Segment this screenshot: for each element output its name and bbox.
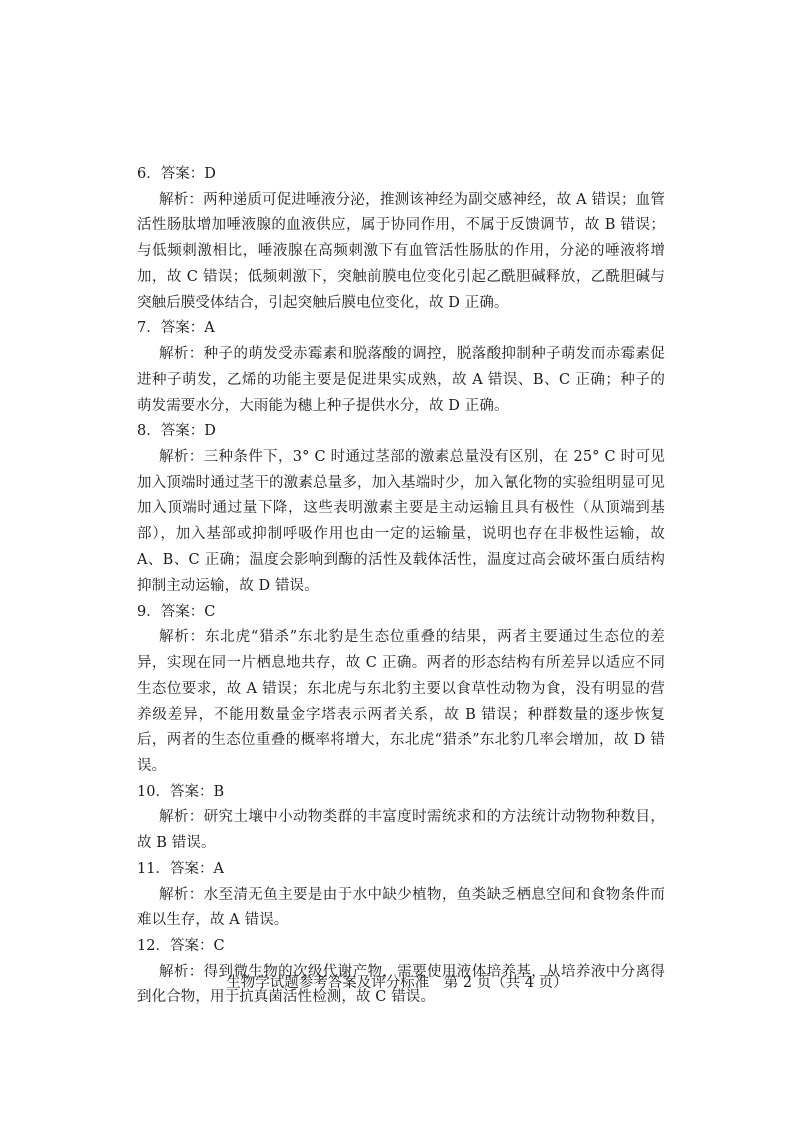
question-7 (137, 316, 665, 419)
question-9 (137, 600, 665, 780)
explanation-text: 解析：研究土壤中小动物类群的丰富度时需统求和的方法统计动物物种数目，故 B 错误。 (137, 809, 665, 852)
explanation-text: 解析：三种条件下，3° C 时通过茎部的激素总量没有区别，在 25° C 时可见加入顶端时通过茎干的激素总量多，加入基端时少，加入氰化物的实验组明显可见加入顶端时通过量下降，这些表明激素主要是主动运输且具有极性（从顶端到基部），加入基部或抑制呼吸作用也由一定的运输量，说明也存在非极性运输，故 A、B、C 正确；温度会影响到酶的活性及载体活性，温度过高会破坏蛋白质结构抑制主动运输，故 D 错误。 (137, 448, 665, 594)
answer-line: 10．答案：B (137, 783, 225, 800)
answer-line: 8．答案：D (137, 423, 216, 440)
explanation-text: 解析：两种递质可促进唾液分泌，推测该神经为副交感神经，故 A 错误；血管活性肠肽增加唾液腺的血液供应，属于协同作用，不属于反馈调节，故 B 错误；与低频刺激相比，唾液腺在高频刺激下有血管活性肠肽的作用，分泌的唾液将增加，故 C 错误；低频刺激下，突触前膜电位变化引起乙酰胆碱释放，乙酰胆碱与突触后膜受体结合，引起突触后膜电位变化，故 D 正确。 (137, 191, 665, 311)
answer-list (137, 162, 665, 1011)
answer-line: 6．答案：D (137, 166, 216, 182)
answer-line: 7．答案：A (137, 320, 215, 337)
explanation-text: 解析：种子的萌发受赤霉素和脱落酸的调控，脱落酸抑制种子萌发而赤霉素促进种子萌发，乙烯的功能主要是促进果实成熟，故 A 错误、B、C 正确；种子的萌发需要水分，大雨能为穗上种子提供水分，故 D 正确。 (137, 345, 665, 414)
answer-line: 9．答案：C (137, 603, 216, 620)
page-footer: 生物学试题参考答案及评分标准 第 2 页（共 4 页） (226, 975, 568, 991)
answer-line: 11．答案：A (137, 861, 224, 878)
answer-line: 12．答案：C (137, 938, 225, 955)
question-8 (137, 419, 665, 599)
question-6 (137, 162, 665, 316)
explanation-text: 解析：东北虎“猎杀”东北豹是生态位重叠的结果，两者主要通过生态位的差异，实现在同一片栖息地共存，故 C 正确。两者的形态结构有所差异以适应不同生态位要求，故 A 错误；东北虎与东北豹主要以食草性动物为食，没有明显的营养级差异，不能用数量金字塔表示两者关系，故 B 错误；种群数量的逐步恢复后，两者的生态位重叠的概率将增大，东北虎“猎杀”东北豹几率会增加，故 D 错误。 (137, 629, 665, 775)
question-10 (137, 780, 665, 857)
explanation-text: 解析：水至清无鱼主要是由于水中缺少植物，鱼类缺乏栖息空间和食物条件而难以生存，故 A 错误。 (137, 886, 665, 929)
explanation-text: 解析：得到微生物的次级代谢产物，需要使用液体培养基，从培养液中分离得到化合物，用于抗真菌活性检测，故 C 错误。 (137, 963, 665, 1006)
question-11 (137, 857, 665, 934)
